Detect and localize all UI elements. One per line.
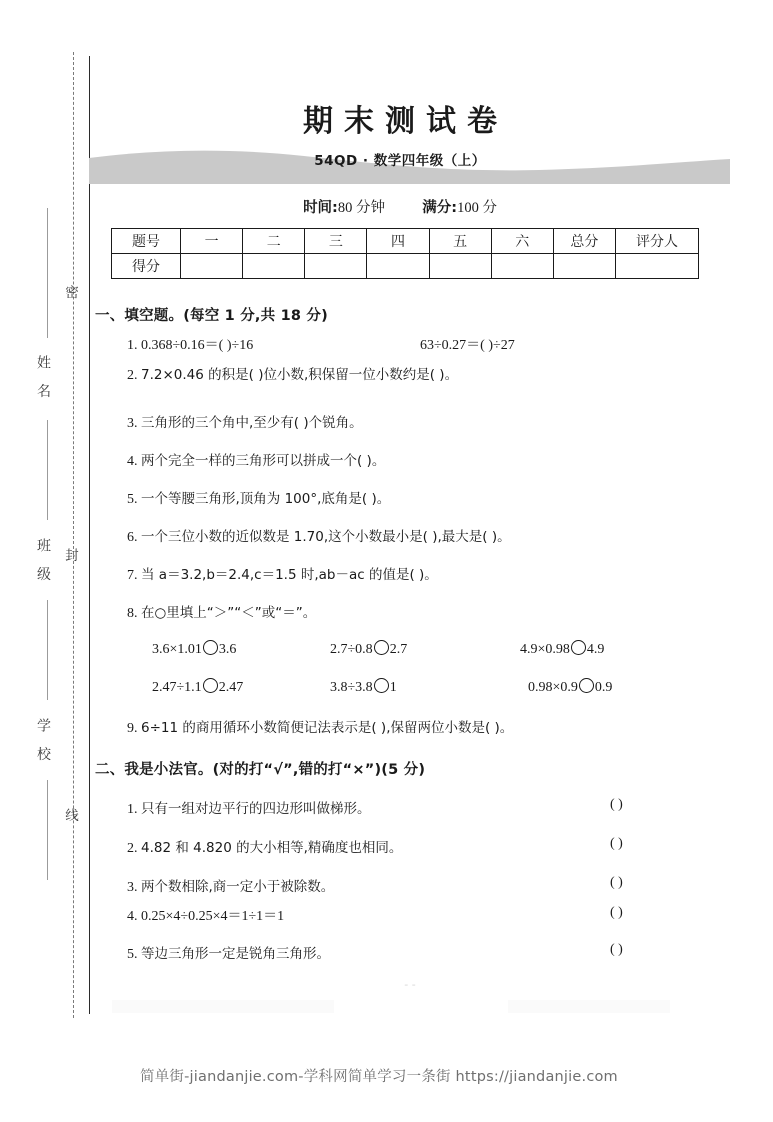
question-3-number: 3.: [127, 416, 138, 431]
score-cell-6[interactable]: [491, 254, 553, 279]
footer-watermark: 简单街-jiandanjie.com-学科网简单学习一条街 https://jiandanjie.com: [140, 1069, 618, 1085]
compare-2-3-left: 0.98×0.9: [528, 680, 578, 695]
page-subtitle: 54QD · 数学四年级（上）: [314, 153, 486, 169]
total-value: 100 分: [457, 200, 497, 216]
question-1-left-text: 0.368÷0.16＝( )÷16: [141, 338, 254, 353]
compare-item-2-2: [330, 678, 397, 696]
question-7-text: 当 a＝3.2,b＝2.4,c＝1.5 时,ab－ac 的值是( )。: [141, 567, 438, 583]
compare-1-2-left: 2.7÷0.8: [330, 642, 373, 657]
compare-2-3-right: 0.9: [594, 680, 613, 695]
cell-col-4: 四: [367, 229, 429, 254]
total-label-text: 满分:: [422, 200, 458, 216]
question-4-number: 4.: [127, 454, 138, 469]
question-9-number: 9.: [127, 721, 138, 736]
question-1-left: [127, 334, 253, 354]
judge-answer-bracket-3[interactable]: ( ): [610, 875, 623, 890]
score-cell-1[interactable]: [181, 254, 243, 279]
question-6: [127, 525, 511, 546]
seal-char-feng: 封: [62, 548, 78, 564]
info-label-class: 班 级: [35, 538, 51, 586]
judge-1-text: 只有一组对边平行的四边形叫做梯形。: [141, 801, 371, 817]
info-rule-4: [47, 780, 48, 880]
question-1-number: 1.: [127, 338, 138, 353]
question-6-text: 一个三位小数的近似数是 1.70,这个小数最小是( ),最大是( )。: [141, 529, 511, 545]
compare-item-2-3: [528, 678, 612, 696]
compare-circle-1-3[interactable]: [571, 640, 586, 655]
time-label-text: 时间:: [303, 200, 338, 216]
question-7: [127, 563, 438, 584]
judge-question-4: [127, 905, 284, 925]
table-row-scores: [112, 254, 699, 279]
question-9: [127, 716, 513, 737]
score-cell-grader[interactable]: [616, 254, 699, 279]
info-label-name: 姓 名: [35, 355, 51, 403]
compare-circle-2-3[interactable]: [579, 678, 594, 693]
judge-4-text: 0.25×4÷0.25×4＝1÷1＝1: [141, 909, 285, 924]
question-4-text: 两个完全一样的三角形可以拼成一个( )。: [141, 453, 386, 469]
compare-circle-1-1[interactable]: [203, 640, 218, 655]
cell-col-1: 一: [181, 229, 243, 254]
exam-meta: [90, 196, 710, 217]
question-3: [127, 411, 363, 432]
cell-row-label-defen: 得分: [112, 254, 181, 279]
judge-4-number: 4.: [127, 909, 138, 924]
judge-2-text: 4.82 和 4.820 的大小相等,精确度也相同。: [141, 840, 403, 856]
scan-smudge-right: [508, 1000, 670, 1013]
compare-2-2-left: 3.8÷3.8: [330, 680, 373, 695]
judge-question-3: [127, 875, 334, 896]
judge-answer-bracket-4[interactable]: ( ): [610, 905, 623, 920]
cell-col-3: 三: [305, 229, 367, 254]
scan-smudge-left: [112, 1000, 334, 1013]
section-heading-true-false: 二、我是小法官。(对的打“√”,错的打“×”)(5 分): [95, 762, 426, 778]
question-5: [127, 487, 390, 508]
question-8: [127, 601, 316, 622]
question-9-text: 6÷11 的商用循环小数简便记法表示是( ),保留两位小数是( )。: [141, 720, 514, 736]
score-cell-total[interactable]: [553, 254, 615, 279]
judge-2-number: 2.: [127, 841, 138, 856]
judge-question-5: [127, 942, 330, 963]
seal-line-margin: [0, 0, 90, 1025]
cell-col-total: 总分: [553, 229, 615, 254]
compare-2-1-right: 2.47: [218, 680, 244, 695]
cell-col-2: 二: [243, 229, 305, 254]
cell-col-5: 五: [429, 229, 491, 254]
cell-col-grader: 评分人: [616, 229, 699, 254]
question-8-number: 8.: [127, 606, 138, 621]
judge-answer-bracket-5[interactable]: ( ): [610, 942, 623, 957]
question-5-text: 一个等腰三角形,顶角为 100°,底角是( )。: [141, 491, 391, 507]
score-table: [111, 228, 699, 279]
page-number-marker: - -: [404, 978, 416, 991]
score-cell-2[interactable]: [243, 254, 305, 279]
compare-2-1-left: 2.47÷1.1: [152, 680, 202, 695]
compare-circle-1-2[interactable]: [374, 640, 389, 655]
question-8-text: 在○里填上“＞”“＜”或“＝”。: [141, 605, 317, 621]
seal-char-xian: 线: [62, 808, 78, 824]
time-value: 80 分钟: [337, 200, 385, 216]
judge-answer-bracket-2[interactable]: ( ): [610, 836, 623, 851]
seal-dotted-line: [73, 52, 74, 1018]
info-rule-1: [47, 208, 48, 338]
compare-1-2-right: 2.7: [389, 642, 408, 657]
question-1-right: [420, 334, 515, 354]
question-2-number: 2.: [127, 368, 138, 383]
question-2-text: 7.2×0.46 的积是( )位小数,积保留一位小数约是( )。: [141, 367, 459, 383]
judge-5-number: 5.: [127, 947, 138, 962]
compare-circle-2-2[interactable]: [374, 678, 389, 693]
question-6-number: 6.: [127, 530, 138, 545]
cell-col-6: 六: [491, 229, 553, 254]
compare-1-3-left: 4.9×0.98: [520, 642, 570, 657]
title-block: [90, 96, 710, 169]
question-2: [127, 363, 458, 384]
judge-1-number: 1.: [127, 802, 138, 817]
question-5-number: 5.: [127, 492, 138, 507]
compare-1-3-right: 4.9: [586, 642, 605, 657]
info-label-school: 学 校: [35, 718, 51, 766]
score-cell-3[interactable]: [305, 254, 367, 279]
question-3-text: 三角形的三个角中,至少有( )个锐角。: [141, 415, 363, 431]
question-1-right-text: 63÷0.27＝( )÷27: [420, 338, 515, 353]
judge-3-text: 两个数相除,商一定小于被除数。: [141, 879, 335, 895]
cell-row-label-tihao: 题号: [112, 229, 181, 254]
info-rule-3: [47, 600, 48, 700]
compare-1-1-left: 3.6×1.01: [152, 642, 202, 657]
score-cell-4[interactable]: [367, 254, 429, 279]
compare-item-2-1: [152, 678, 243, 696]
question-4: [127, 449, 385, 470]
judge-question-1: [127, 797, 371, 818]
compare-item-1-3: [520, 640, 604, 658]
score-cell-5[interactable]: [429, 254, 491, 279]
judge-5-text: 等边三角形一定是锐角三角形。: [141, 946, 330, 962]
compare-item-1-1: [152, 640, 236, 658]
judge-3-number: 3.: [127, 880, 138, 895]
judge-question-2: [127, 836, 402, 857]
seal-char-mi: 密: [62, 285, 78, 301]
compare-circle-2-1[interactable]: [203, 678, 218, 693]
compare-1-1-right: 3.6: [218, 642, 237, 657]
table-row-question-numbers: [112, 229, 699, 254]
section-heading-fill-blank: 一、填空题。(每空 1 分,共 18 分): [95, 308, 328, 324]
compare-item-1-2: [330, 640, 407, 658]
page-title: 期末测试卷: [303, 104, 508, 139]
info-rule-2: [47, 420, 48, 520]
judge-answer-bracket-1[interactable]: ( ): [610, 797, 623, 812]
question-7-number: 7.: [127, 568, 138, 583]
compare-2-2-right: 1: [389, 680, 397, 695]
